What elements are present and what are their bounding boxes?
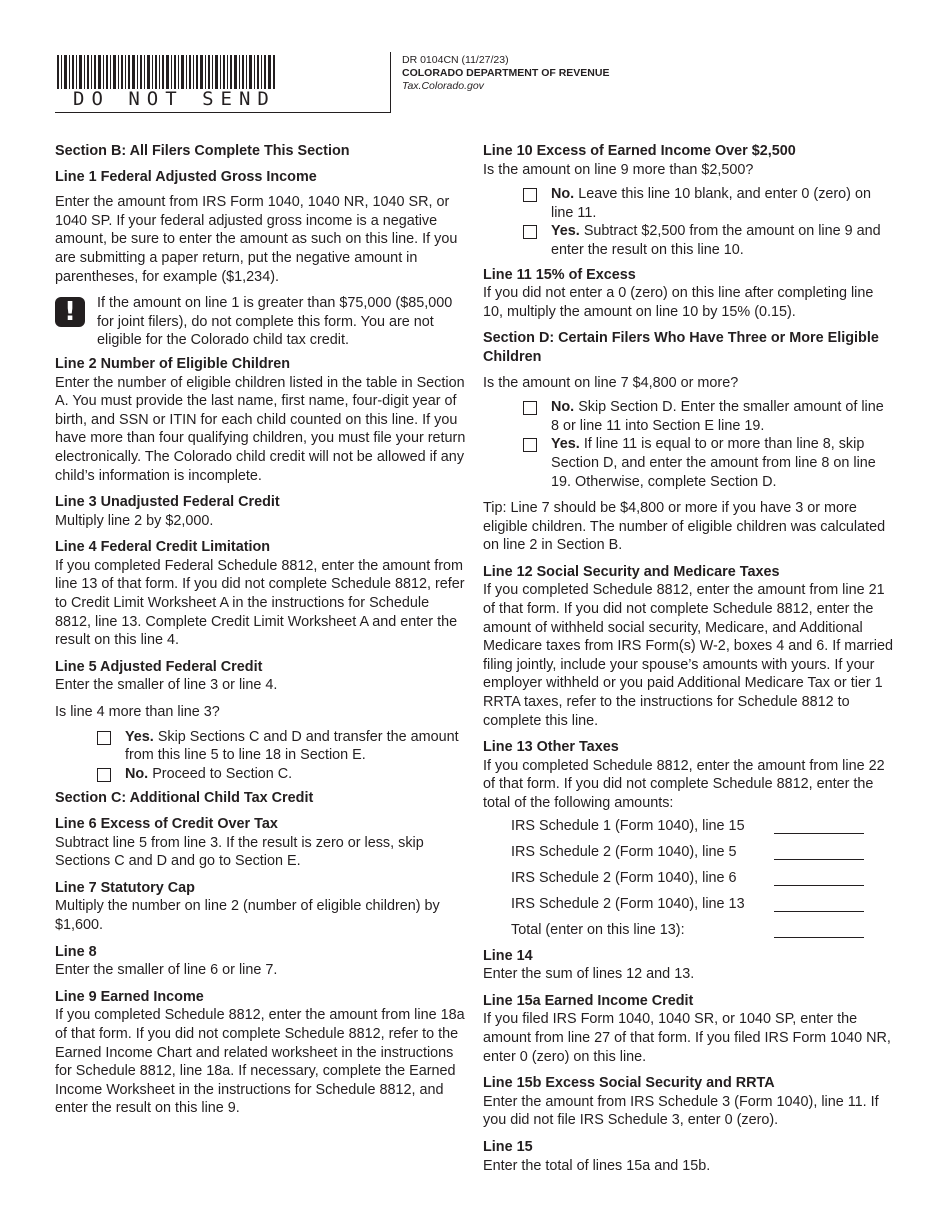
barcode-block [55, 55, 391, 113]
line5-no-label: No. [125, 765, 149, 782]
barcode-image [57, 55, 277, 89]
line15-text: Enter the total of lines 15a and 15b. [483, 1157, 711, 1174]
line3-text: Multiply line 2 by $2,000. [55, 512, 214, 529]
header-divider [390, 52, 391, 113]
line10-yes-option [523, 222, 895, 259]
section-d-no-label: No. [551, 399, 575, 416]
line1-text: Enter the amount from IRS Form 1040, 1040 NR, 1040 SR, or 1040 SP. If your federal adjusted gross income is a negative amount, be sure to enter the amount as such on this line. If you are submitting a paper return, put the negative amount in parentheses, for example ($1,234). [55, 194, 458, 285]
line2-text: Enter the number of eligible children listed in the table in Section A. You must provide the last name, first name, four-digit year of birth, and SSN or ITIN for each child counted on this line. If you have more than four qualifying children, you must file your return electronically. The Colorado child credit will not be allowed if any child’s information is incomplete. [55, 374, 466, 484]
line13-worksheet [483, 813, 895, 943]
worksheet-total-row [511, 917, 895, 943]
line5-title: Line 5 Adjusted Federal Credit [55, 658, 263, 675]
right-column [483, 142, 895, 1175]
line5-yes-text: Skip Sections C and D and transfer the amount from this line 5 to line 18 in Section E. [125, 728, 459, 764]
form-code: DR 0104CN (11/27/23) [402, 54, 509, 66]
worksheet-row-label: IRS Schedule 1 (Form 1040), line 15 [511, 817, 745, 834]
left-column [55, 142, 467, 1118]
worksheet-row-field[interactable] [774, 911, 864, 912]
line3-title: Line 3 Unadjusted Federal Credit [55, 494, 280, 511]
line11-text: If you did not enter a 0 (zero) on this line after completing line 10, multiply the amount on line 10 by 15% (0.15). [483, 285, 874, 320]
line1-title: Line 1 Federal Adjusted Gross Income [55, 168, 317, 185]
section-d-no-text: Skip Section D. Enter the smaller amount of line 8 or line 11 into Section E line 19. [551, 399, 884, 434]
worksheet-total-field[interactable] [774, 937, 864, 938]
line14-text: Enter the sum of lines 12 and 13. [483, 966, 695, 983]
line15b-title: Line 15b Excess Social Security and RRTA [483, 1075, 775, 1092]
worksheet-row [511, 839, 895, 865]
section-d-yes-label: Yes. [551, 436, 580, 453]
line5-yes-option [97, 728, 467, 765]
section-c-title: Section C: Additional Child Tax Credit [55, 790, 314, 807]
section-d-no-checkbox[interactable] [523, 401, 537, 415]
line10-yes-checkbox[interactable] [523, 225, 537, 239]
line10-question: Is the amount on line 9 more than $2,500? [483, 161, 754, 178]
line12-title: Line 12 Social Security and Medicare Taxes [483, 563, 780, 580]
worksheet-total-label: Total (enter on this line 13): [511, 921, 685, 938]
worksheet-row-field[interactable] [774, 833, 864, 834]
line6-title: Line 6 Excess of Credit Over Tax [55, 816, 278, 832]
worksheet-row [511, 813, 895, 839]
line15-title: Line 15 [483, 1138, 533, 1155]
line5-yes-label: Yes. [125, 728, 154, 745]
line4-text: If you completed Federal Schedule 8812, enter the amount from line 13 of that form. If you did not complete Schedule 8812, refer to Credit Limit Worksheet A in the instructions for Schedule 8812, line 13. Complete Credit Limit Worksheet A and enter the result on this line 4. [55, 557, 465, 649]
website-link[interactable]: Tax.Colorado.gov [402, 80, 484, 92]
department-name: COLORADO DEPARTMENT OF REVENUE [402, 67, 610, 79]
worksheet-row-field[interactable] [774, 859, 864, 860]
section-d-yes-checkbox[interactable] [523, 438, 537, 452]
line6-text: Subtract line 5 from line 3. If the result is zero or less, skip Sections C and D and go to Section E. [55, 834, 424, 870]
line10-title: Line 10 Excess of Earned Income Over $2,500 [483, 143, 796, 159]
line5-no-option [97, 765, 467, 784]
section-b-title: Section B: All Filers Complete This Section [55, 143, 350, 159]
line10-yes-text: Subtract $2,500 from the amount on line 9 and enter the result on this line 10. [551, 223, 881, 258]
form-identification [402, 54, 609, 93]
eligibility-notice [55, 294, 467, 350]
line4-title: Line 4 Federal Credit Limitation [55, 539, 271, 556]
section-d-yes-text: If line 11 is equal to or more than line 8, skip Section D, and enter the amount from line 8 on line 19. Otherwise, complete Section D. [551, 436, 876, 490]
line5-question: Is line 4 more than line 3? [55, 704, 220, 721]
section-d-title: Section D: Certain Filers Who Have Three or More Eligible Children [483, 330, 879, 365]
line13-title: Line 13 Other Taxes [483, 739, 619, 756]
line15a-text: If you filed IRS Form 1040, 1040 SR, or 1040 SP, enter the amount from line 27 of that form. If you filed IRS Form 1040 NR, enter 0 (zero) on this line. [483, 1011, 891, 1065]
line10-yes-label: Yes. [551, 223, 580, 240]
worksheet-row-label: IRS Schedule 2 (Form 1040), line 13 [511, 895, 745, 912]
line10-no-label: No. [551, 186, 575, 203]
line5-text: Enter the smaller of line 3 or line 4. [55, 677, 278, 694]
line5-no-checkbox[interactable] [97, 768, 111, 782]
line10-no-text: Leave this line 10 blank, and enter 0 (zero) on line 11. [551, 186, 871, 221]
section-d-no-option [523, 398, 895, 435]
worksheet-row-label: IRS Schedule 2 (Form 1040), line 6 [511, 869, 737, 886]
section-d-yes-option [523, 435, 895, 491]
worksheet-row [511, 891, 895, 917]
line9-text: If you completed Schedule 8812, enter the amount from line 18a of that form. If you did not complete Schedule 8812, refer to the Earned Income Chart and related worksheet in the instructions for Schedule 8812, line 18a. If necessary, complete the Earned Income Worksheet in the instructions for Schedule 8812, and enter the result on this line 9. [55, 1007, 465, 1117]
line7-title: Line 7 Statutory Cap [55, 879, 195, 896]
line10-no-option [523, 185, 895, 222]
line14-title: Line 14 [483, 947, 533, 964]
line11-title: Line 11 15% of Excess [483, 266, 636, 283]
worksheet-row [511, 865, 895, 891]
line13-text: If you completed Schedule 8812, enter the amount from line 22 of that form. If you did not complete Schedule 8812, enter the total of the following amounts: [483, 757, 885, 811]
line15b-text: Enter the amount from IRS Schedule 3 (Form 1040), line 11. If you did not file IRS Schedule 3, enter 0 (zero). [483, 1093, 879, 1129]
line5-yes-checkbox[interactable] [97, 731, 111, 745]
line5-no-text: Proceed to Section C. [152, 765, 293, 782]
line10-no-checkbox[interactable] [523, 188, 537, 202]
notice-text: If the amount on line 1 is greater than $75,000 ($85,000 for joint filers), do not complete this form. You are not eligible for the Colorado child tax credit. [97, 295, 453, 349]
line8-title: Line 8 [55, 943, 97, 960]
worksheet-row-label: IRS Schedule 2 (Form 1040), line 5 [511, 843, 737, 860]
line15a-title: Line 15a Earned Income Credit [483, 992, 694, 1009]
line9-title: Line 9 Earned Income [55, 988, 204, 1005]
exclamation-icon: ! [55, 297, 85, 327]
line7-text: Multiply the number on line 2 (number of eligible children) by $1,600. [55, 898, 440, 933]
line12-text: If you completed Schedule 8812, enter the amount from line 21 of that form. If you did not complete Schedule 8812, enter the amount of withheld social security, Medicare, and Additional Medicare taxes from IRS Form(s) W-2, boxes 4 and 6. If married filing jointly, include your spouse’s amounts with yours. If your employer withheld or you paid Additional Medicare Tax or tier 1 RRTA taxes, refer to the instructions for Schedule 8812 to complete this line. [483, 582, 893, 729]
line2-title: Line 2 Number of Eligible Children [55, 355, 291, 372]
line8-text: Enter the smaller of line 6 or line 7. [55, 962, 278, 979]
section-d-question: Is the amount on line 7 $4,800 or more? [483, 374, 739, 391]
tip-text: Tip: Line 7 should be $4,800 or more if you have 3 or more eligible children. The number of eligible children was calculated on line 2 in Section B. [483, 500, 886, 554]
worksheet-row-field[interactable] [774, 885, 864, 886]
do-not-send-label: DO NOT SEND [73, 88, 276, 110]
